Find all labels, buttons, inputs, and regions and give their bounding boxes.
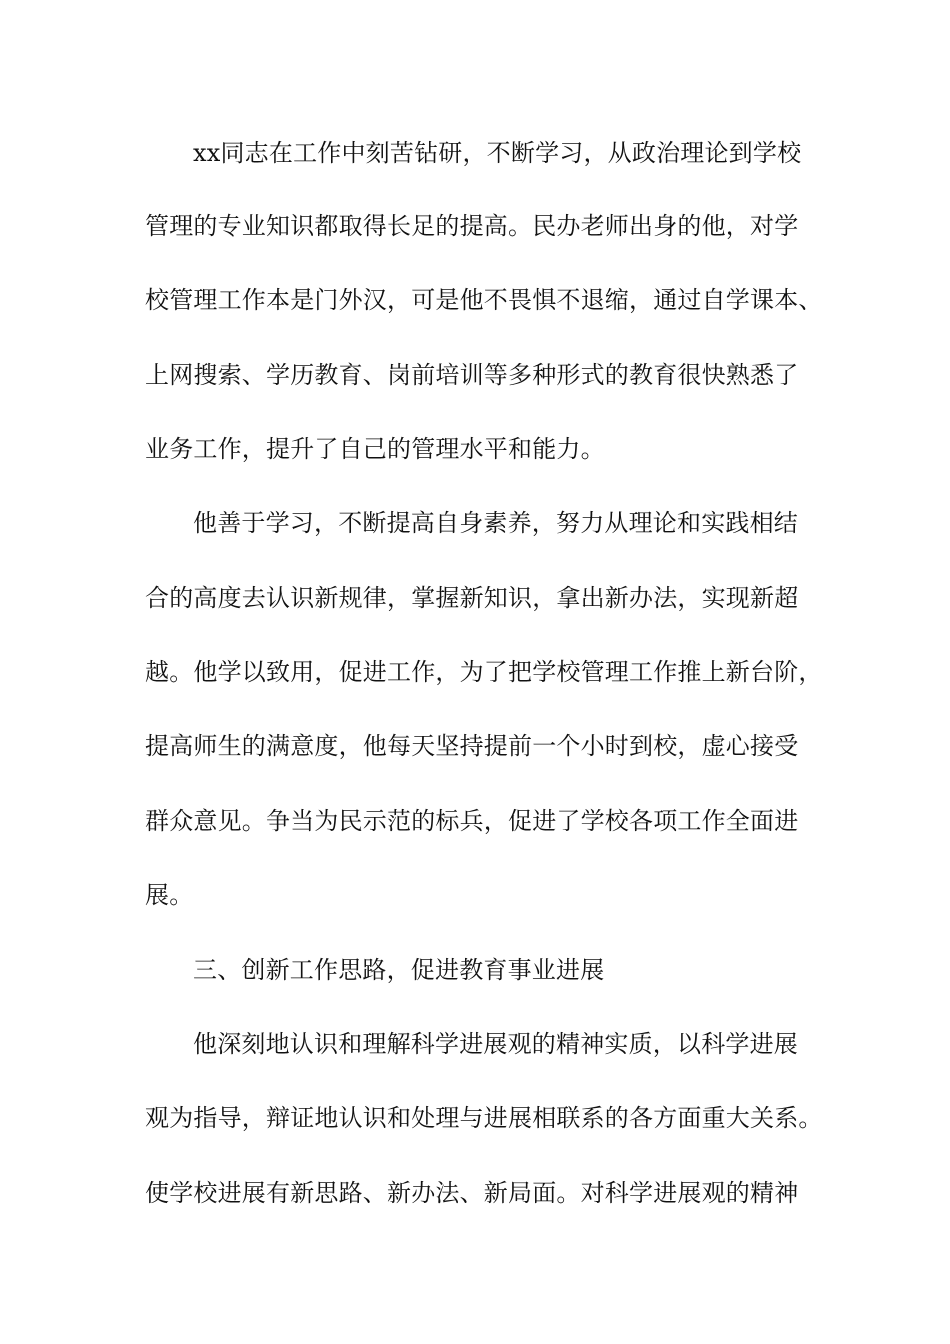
paragraph-line: 群众意见。争当为民示范的标兵，促进了学校各项工作全面进 bbox=[145, 807, 799, 835]
paragraph-line: 管理的专业知识都取得长足的提高。民办老师出身的他，对学 bbox=[145, 212, 799, 240]
paragraph-line: 使学校进展有新思路、新办法、新局面。对科学进展观的精神 bbox=[145, 1179, 799, 1207]
paragraph-line: 展。 bbox=[145, 881, 194, 909]
paragraph-line: 提高师生的满意度，他每天坚持提前一个小时到校，虚心接受 bbox=[145, 732, 799, 760]
paragraph-line: 他善于学习，不断提高自身素养，努力从理论和实践相结 bbox=[193, 509, 798, 537]
paragraph-line: 合的高度去认识新规律，掌握新知识，拿出新办法，实现新超 bbox=[145, 584, 799, 612]
section-heading: 三、创新工作思路，促进教育事业进展 bbox=[193, 956, 605, 984]
paragraph-line: xx同志在工作中刻苦钻研，不断学习，从政治理论到学校 bbox=[193, 139, 802, 167]
paragraph-line: 观为指导，辩证地认识和处理与进展相联系的各方面重大关系。 bbox=[145, 1104, 823, 1132]
paragraph-line: 上网搜索、学历教育、岗前培训等多种形式的教育很快熟悉了 bbox=[145, 361, 799, 389]
paragraph-line: 越。他学以致用，促进工作，为了把学校管理工作推上新台阶， bbox=[145, 658, 823, 686]
paragraph-line: 业务工作，提升了自己的管理水平和能力。 bbox=[145, 435, 605, 463]
paragraph-line: 他深刻地认识和理解科学进展观的精神实质，以科学进展 bbox=[193, 1030, 798, 1058]
paragraph-line: 校管理工作本是门外汉，可是他不畏惧不退缩，通过自学课本、 bbox=[145, 286, 823, 314]
